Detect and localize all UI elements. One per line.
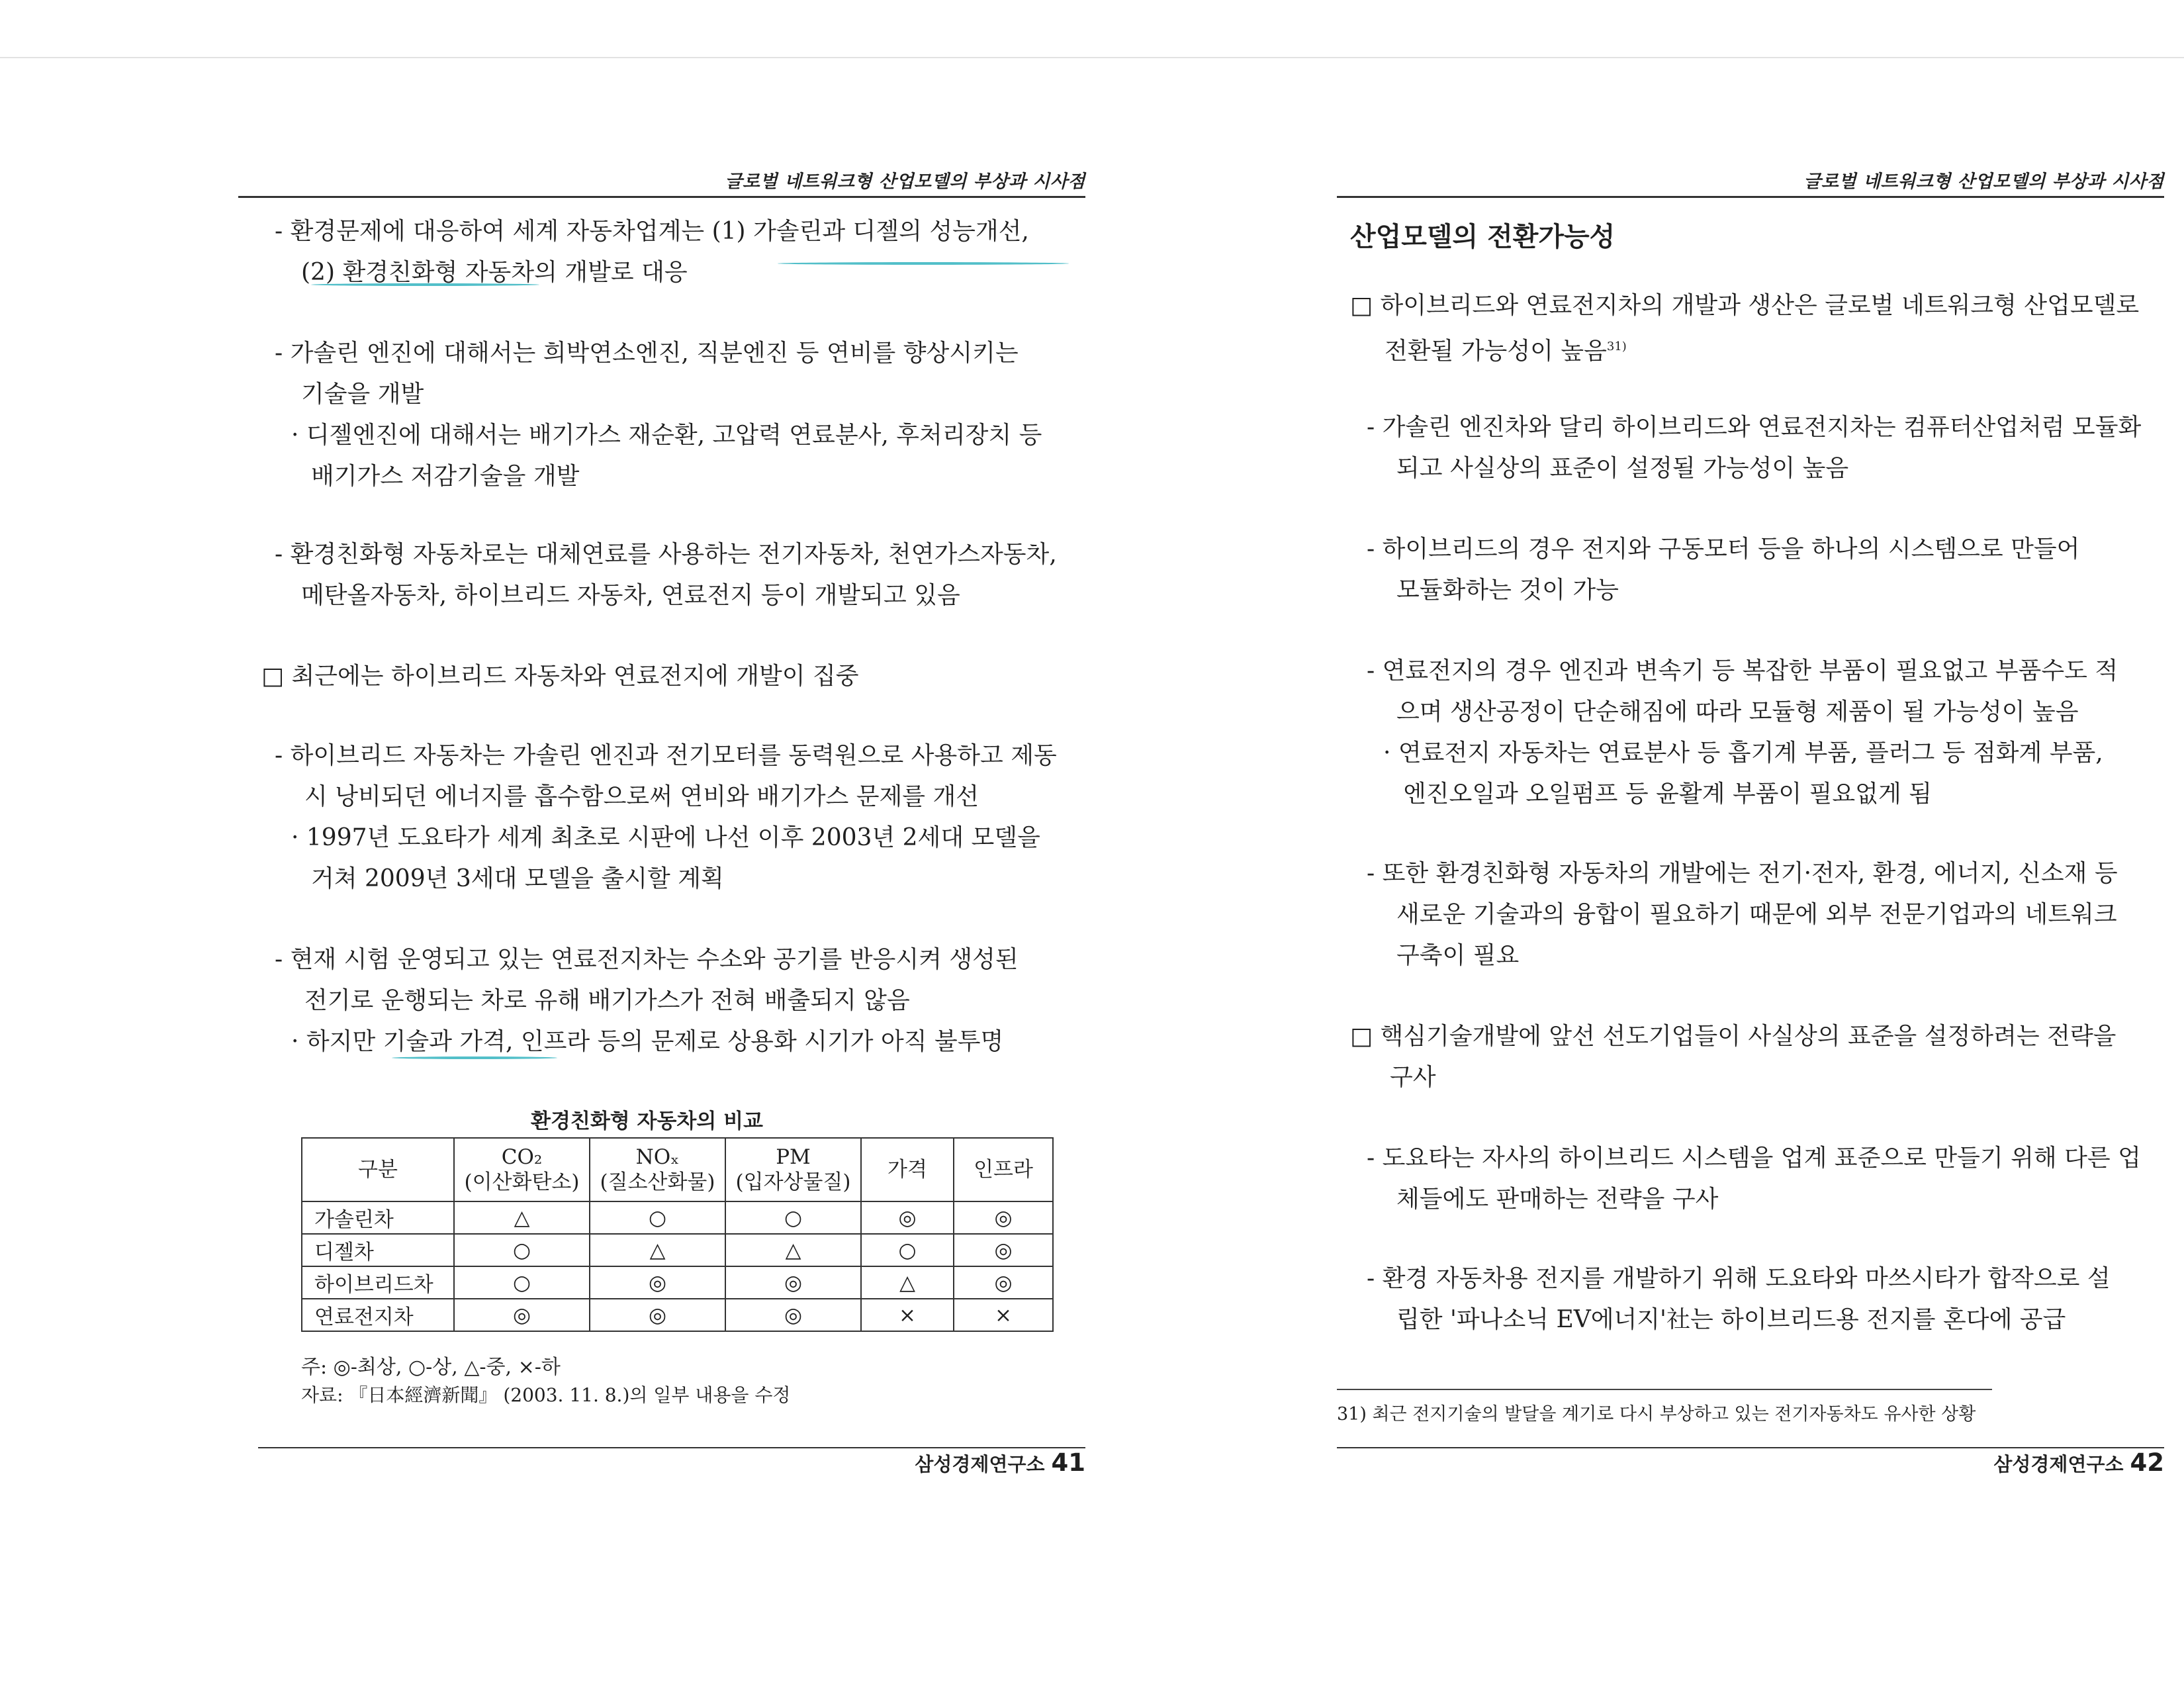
running-header: 글로벌 네트워크형 산업모델의 부상과 시사점 <box>725 171 1085 192</box>
rating-cell: ◎ <box>590 1266 725 1299</box>
body-line: - 현재 시험 운영되고 있는 연료전지차는 수소와 공기를 반응시켜 생성된 <box>275 946 1019 973</box>
page-footer <box>915 1448 1085 1477</box>
body-line: · 하지만 기술과 가격, 인프라 등의 문제로 상용화 시기가 아직 불투명 <box>291 1028 1004 1055</box>
body-line: - 환경 자동차용 전지를 개발하기 위해 도요타와 마쓰시타가 합작으로 설 <box>1367 1265 2111 1292</box>
rating-cell: ◎ <box>954 1234 1053 1266</box>
row-label: 하이브리드차 <box>302 1266 454 1299</box>
section-title: 산업모델의 전환가능성 <box>1350 221 1615 252</box>
header-rule <box>1337 196 2164 198</box>
header-cell: CO₂ (이산화탄소) <box>454 1138 590 1201</box>
header-cell: 인프라 <box>954 1138 1053 1201</box>
body-line: - 환경문제에 대응하여 세계 자동차업계는 (1) 가솔린과 디젤의 성능개선, <box>275 218 1029 245</box>
table-row <box>302 1234 1053 1266</box>
body-line: · 연료전지 자동차는 연료분사 등 흡기계 부품, 플러그 등 점화계 부품, <box>1383 739 2103 767</box>
body-line: 체들에도 판매하는 전략을 구사 <box>1396 1186 1719 1213</box>
body-line: 으며 생산공정이 단순해짐에 따라 모듈형 제품이 될 가능성이 높음 <box>1396 698 2079 726</box>
footnote-ref: 31) <box>1606 340 1627 353</box>
page-number: 41 <box>1051 1448 1085 1477</box>
header-cell: 구분 <box>302 1138 454 1201</box>
table-note: 주: ◎-최상, ○-상, △-중, ×-하 <box>301 1356 561 1379</box>
running-header: 글로벌 네트워크형 산업모델의 부상과 시사점 <box>1803 171 2164 192</box>
body-line: 거쳐 2009년 3세대 모델을 출시할 계획 <box>311 865 724 892</box>
body-line: 엔진오일과 오일펌프 등 윤활계 부품이 필요없게 됨 <box>1403 780 1932 808</box>
body-line: 새로운 기술과의 융합이 필요하기 때문에 외부 전문기업과의 네트워크 <box>1396 901 2117 928</box>
body-line: 시 낭비되던 에너지를 흡수함으로써 연비와 배기가스 문제를 개선 <box>304 783 979 810</box>
body-line: - 하이브리드 자동차는 가솔린 엔진과 전기모터를 동력원으로 사용하고 제동 <box>275 742 1057 769</box>
rating-cell: △ <box>725 1234 861 1266</box>
highlighter-mark <box>778 262 1069 265</box>
rating-cell: ◎ <box>954 1266 1053 1299</box>
rating-cell: ○ <box>454 1266 590 1299</box>
body-line: - 또한 환경친화형 자동차의 개발에는 전기·전자, 환경, 에너지, 신소재 등 <box>1367 860 2118 887</box>
publisher-name: 삼성경제연구소 <box>1993 1453 2124 1476</box>
rating-cell: ○ <box>725 1201 861 1234</box>
rating-cell: △ <box>454 1201 590 1234</box>
header-cell: 가격 <box>861 1138 954 1201</box>
rating-cell: × <box>954 1299 1053 1331</box>
rating-cell: ◎ <box>590 1299 725 1331</box>
table-title: 환경친화형 자동차의 비교 <box>531 1109 763 1133</box>
body-line: 구사 <box>1390 1064 1436 1091</box>
rating-cell: △ <box>590 1234 725 1266</box>
body-line: 립한 '파나소닉 EV에너지'社는 하이브리드용 전지를 혼다에 공급 <box>1396 1306 2066 1333</box>
row-label: 연료전지차 <box>302 1299 454 1331</box>
rating-cell: ◎ <box>454 1299 590 1331</box>
body-line: 배기가스 저감기술을 개발 <box>311 463 580 490</box>
rating-cell: ○ <box>590 1201 725 1234</box>
body-line: - 가솔린 엔진차와 달리 하이브리드와 연료전지차는 컴퓨터산업처럼 모듈화 <box>1367 414 2142 441</box>
left-page <box>238 0 1085 1688</box>
page-number: 42 <box>2130 1448 2164 1477</box>
table-row <box>302 1201 1053 1234</box>
body-line: - 환경친화형 자동차로는 대체연료를 사용하는 전기자동차, 천연가스자동차, <box>275 541 1057 568</box>
body-line: - 하이브리드의 경우 전지와 구동모터 등을 하나의 시스템으로 만들어 <box>1367 536 2080 563</box>
rating-cell: ◎ <box>725 1299 861 1331</box>
highlighter-mark <box>392 1056 557 1059</box>
row-label: 디젤차 <box>302 1234 454 1266</box>
body-line: 메탄올자동차, 하이브리드 자동차, 연료전지 등이 개발되고 있음 <box>301 582 960 609</box>
table-header-row <box>302 1138 1053 1201</box>
footnote: 31) 최근 전지기술의 발달을 계기로 다시 부상하고 있는 전기자동차도 유사한 상황 <box>1337 1404 1976 1425</box>
highlighter-mark <box>311 283 539 286</box>
header-rule <box>238 196 1085 198</box>
page-footer <box>1993 1448 2164 1477</box>
rating-cell: × <box>861 1299 954 1331</box>
body-line: · 디젤엔진에 대해서는 배기가스 재순환, 고압력 연료분사, 후처리장치 등 <box>291 422 1042 449</box>
table-row <box>302 1266 1053 1299</box>
rating-cell: ◎ <box>861 1201 954 1234</box>
table-source: 자료: 『日本經濟新聞』 (2003. 11. 8.)의 일부 내용을 수정 <box>301 1384 791 1406</box>
row-label: 가솔린차 <box>302 1201 454 1234</box>
bullet-heading: □ 최근에는 하이브리드 자동차와 연료전지에 개발이 집중 <box>261 663 859 690</box>
comparison-table <box>301 1137 1054 1332</box>
right-page <box>1337 0 2164 1688</box>
rating-cell: ○ <box>454 1234 590 1266</box>
body-line: 전환될 가능성이 높음$^{31)}$ <box>1385 338 1627 365</box>
bullet-heading: □ 핵심기술개발에 앞선 선도기업들이 사실상의 표준을 설정하려는 전략을 <box>1350 1023 2116 1050</box>
body-line: - 도요타는 자사의 하이브리드 시스템을 업계 표준으로 만들기 위해 다른 업 <box>1367 1145 2141 1172</box>
rating-cell: △ <box>861 1266 954 1299</box>
bullet-heading: □ 하이브리드와 연료전지차의 개발과 생산은 글로벌 네트워크형 산업모델로 <box>1350 292 2140 319</box>
rating-cell: ○ <box>861 1234 954 1266</box>
body-line: 모듈화하는 것이 가능 <box>1396 577 1619 604</box>
body-line: - 가솔린 엔진에 대해서는 희박연소엔진, 직분엔진 등 연비를 향상시키는 <box>275 340 1019 367</box>
publisher-name: 삼성경제연구소 <box>915 1453 1045 1476</box>
rating-cell: ◎ <box>725 1266 861 1299</box>
body-line: 전기로 운행되는 차로 유해 배기가스가 전혀 배출되지 않음 <box>304 987 910 1014</box>
body-line: 구축이 필요 <box>1396 942 1520 969</box>
table-row <box>302 1299 1053 1331</box>
footnote-rule <box>1337 1389 1992 1390</box>
body-line: 기술을 개발 <box>301 381 424 408</box>
rating-cell: ◎ <box>954 1201 1053 1234</box>
body-line: · 1997년 도요타가 세계 최초로 시판에 나선 이후 2003년 2세대 모델을 <box>291 824 1040 851</box>
body-line: 되고 사실상의 표준이 설정될 가능성이 높음 <box>1396 455 1849 482</box>
body-line: (2) 환경친화형 자동차의 개발로 대응 <box>301 259 688 286</box>
body-line: - 연료전지의 경우 엔진과 변속기 등 복잡한 부품이 필요없고 부품수도 적 <box>1367 657 2118 684</box>
header-cell: NOₓ (질소산화물) <box>590 1138 725 1201</box>
header-cell: PM (입자상물질) <box>725 1138 861 1201</box>
